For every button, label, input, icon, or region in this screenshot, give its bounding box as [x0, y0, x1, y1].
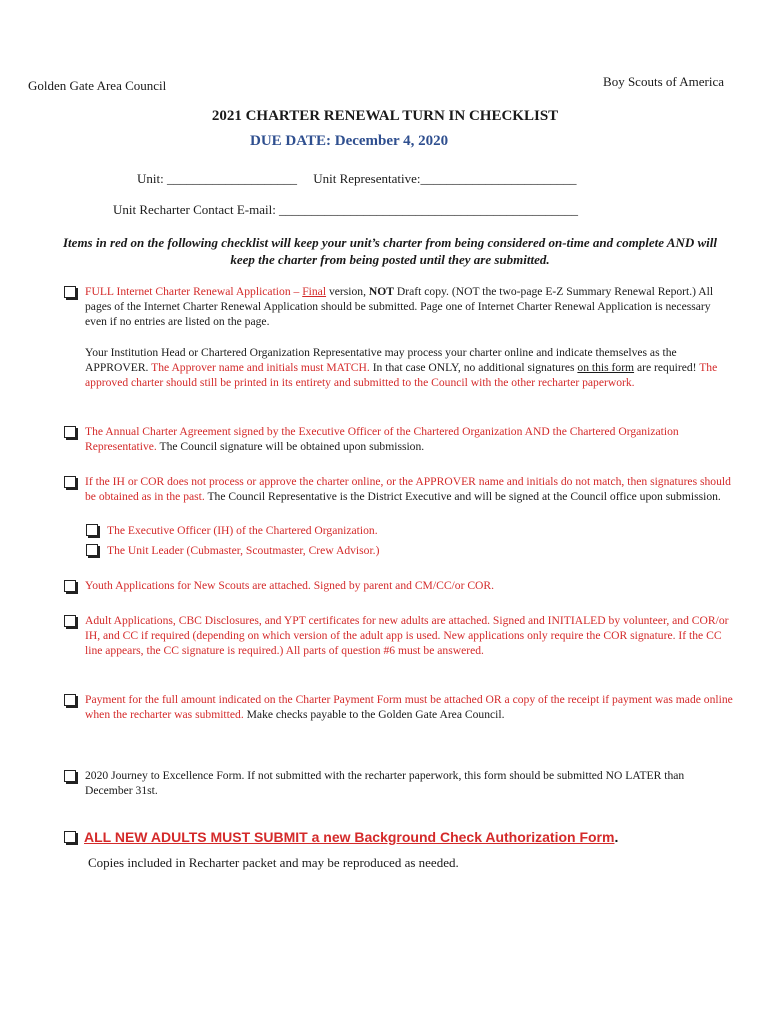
checklist-item-payment: Payment for the full amount indicated on the Charter Payment Form must be attached OR a copy of the receipt if payment was made online when the recharter was submitted. Make checks payable to the Golden Gate Area Council.	[64, 692, 734, 722]
checkbox-icon[interactable]	[64, 694, 76, 706]
council-name: Golden Gate Area Council	[28, 78, 167, 93]
contact-email-field[interactable]: Unit Recharter Contact E-mail: ______________________________________________	[113, 202, 579, 217]
copies-note: Copies included in Recharter packet and may be reproduced as needed.	[88, 855, 459, 870]
checkbox-icon[interactable]	[86, 524, 98, 536]
due-date-label: DUE DATE:	[250, 133, 331, 149]
unit-fields-row	[137, 171, 576, 187]
page-title: 2021 CHARTER RENEWAL TURN IN CHECKLIST	[211, 108, 559, 124]
intro-note: Items in red on the following checklist will keep your unit’s charter from being considered on-time and complete AND will keep the charter from being posted until they are submitted.	[63, 235, 717, 267]
checklist-item-signatures: If the IH or COR does not process or approve the charter online, or the APPROVER name and initials do not match, then signatures should be obtained as in the past. The Council Representative is the District Executive and will be signed at the Council office upon submission.	[64, 474, 734, 504]
checkbox-icon[interactable]	[64, 286, 76, 298]
checklist-item-journey-to-excellence: 2020 Journey to Excellence Form. If not submitted with the recharter paperwork, this form should be submitted NO LATER than December 31st.	[64, 768, 734, 798]
checklist-item-charter-agreement: The Annual Charter Agreement signed by the Executive Officer of the Chartered Organization AND the Chartered Organization Representative. The Council signature will be obtained upon submission.	[64, 424, 734, 454]
background-check-notice: ALL NEW ADULTS MUST SUBMIT a new Background Check Authorization Form.	[64, 829, 618, 845]
organization-name: Boy Scouts of America	[603, 74, 724, 89]
unit-field[interactable]: Unit: ____________________	[137, 171, 297, 186]
checkbox-icon[interactable]	[64, 615, 76, 627]
checkbox-icon[interactable]	[64, 426, 76, 438]
checkbox-icon[interactable]	[64, 831, 76, 843]
approver-paragraph: Your Institution Head or Chartered Organization Representative may process your charter online and indicate themselves as the APPROVER. The Approver name and initials must MATCH. In that case ONLY, no additional signatures on this form are required! The approved charter should still be printed in its entirety and submitted to the Council with the other recharter paperwork.	[85, 346, 718, 390]
due-date	[250, 133, 448, 150]
unit-representative-field[interactable]: Unit Representative:________________________	[313, 171, 577, 186]
checkbox-icon[interactable]	[64, 476, 76, 488]
background-check-link[interactable]: ALL NEW ADULTS MUST SUBMIT a new Background Check Authorization Form	[84, 829, 615, 845]
due-date-value: December 4, 2020	[334, 133, 449, 149]
checkbox-icon[interactable]	[86, 544, 98, 556]
checkbox-icon[interactable]	[64, 770, 76, 782]
sub-item-unit-leader: The Unit Leader (Cubmaster, Scoutmaster, Crew Advisor.)	[86, 543, 379, 558]
sub-item-executive-officer: The Executive Officer (IH) of the Chartered Organization.	[86, 523, 378, 538]
checklist-item-youth-applications: Youth Applications for New Scouts are attached. Signed by parent and CM/CC/or COR.	[64, 578, 734, 593]
checklist-item-charter-application: FULL Internet Charter Renewal Application – Final version, NOT Draft copy. (NOT the two-page E-Z Summary Renewal Report.) All pages of the Internet Charter Renewal Application should be submitted. Page one of Internet Charter Renewal Application is necessary even if no entries are listed on the page.	[64, 284, 734, 330]
checklist-item-adult-applications: Adult Applications, CBC Disclosures, and YPT certificates for new adults are attached. Signed and INITIALED by volunteer, and COR/or IH, and CC if required (depending on which version of the adult app is used. New applications only require the COR signature. If the CC line appears, the CC signature is required.) All parts of question #6 must be answered.	[64, 613, 734, 659]
checkbox-icon[interactable]	[64, 580, 76, 592]
